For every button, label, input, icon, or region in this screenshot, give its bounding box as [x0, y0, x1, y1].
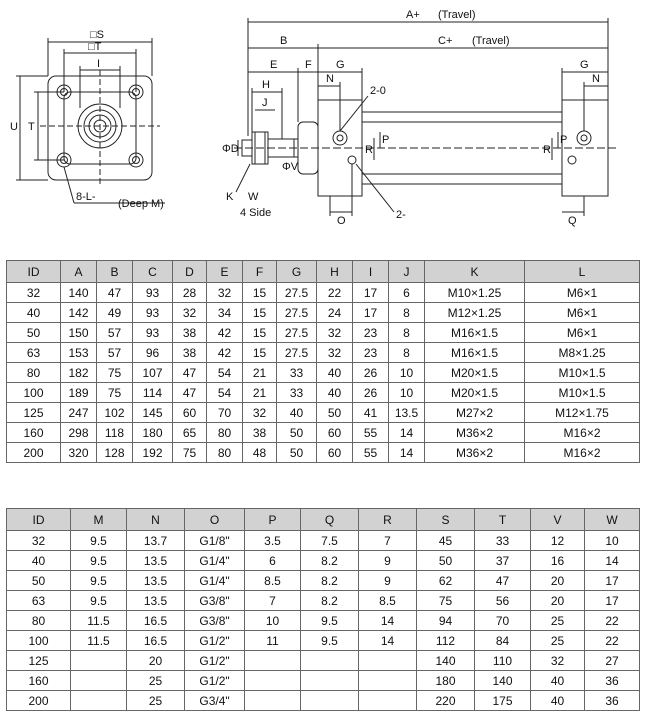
- table-cell: 49: [97, 303, 133, 323]
- table-row: [7, 283, 640, 303]
- table-cell: 142: [61, 303, 97, 323]
- column-header: E: [207, 261, 243, 283]
- dim-a: A+: [406, 9, 420, 21]
- table-cell: 38: [243, 423, 277, 443]
- table-cell: 7: [245, 591, 301, 611]
- dim-i: I: [97, 58, 101, 70]
- table-cell: 15: [243, 283, 277, 303]
- table-cell: 128: [97, 443, 133, 463]
- dim-r-right: R: [543, 144, 551, 156]
- deep-label: (Deep M): [118, 198, 164, 210]
- table-cell: [71, 651, 127, 671]
- column-header: B: [97, 261, 133, 283]
- table-cell: M12×1.25: [425, 303, 525, 323]
- table-cell: 118: [97, 423, 133, 443]
- table-cell: 160: [7, 423, 61, 443]
- table-cell: 112: [417, 631, 475, 651]
- table-cell: 36: [585, 671, 640, 691]
- table-cell: 10: [585, 531, 640, 551]
- table-cell: 11: [245, 631, 301, 651]
- table-cell: 100: [7, 383, 61, 403]
- table-cell: 22: [585, 611, 640, 631]
- table-cell: 45: [417, 531, 475, 551]
- table-cell: 8: [389, 323, 425, 343]
- table-cell: 47: [173, 383, 207, 403]
- table-cell: 23: [353, 343, 389, 363]
- dim-o: O: [337, 215, 346, 227]
- dim-phi-d: ΦD: [222, 143, 239, 155]
- column-header: F: [243, 261, 277, 283]
- column-header: C: [133, 261, 173, 283]
- side-label: 4 Side: [240, 207, 272, 219]
- table-cell: 17: [353, 303, 389, 323]
- column-header: ID: [7, 261, 61, 283]
- table-cell: M20×1.5: [425, 383, 525, 403]
- table-cell: 200: [7, 691, 71, 711]
- table-cell: 60: [173, 403, 207, 423]
- table-cell: 13.5: [127, 551, 185, 571]
- table-cell: 42: [207, 343, 243, 363]
- dim-a-travel: (Travel): [438, 9, 476, 21]
- table-cell: 9.5: [301, 611, 359, 631]
- table-cell: 32: [317, 343, 353, 363]
- table-row: [7, 631, 640, 651]
- table-cell: 93: [133, 283, 173, 303]
- table-cell: 175: [475, 691, 531, 711]
- table-cell: M36×2: [425, 443, 525, 463]
- table-cell: M20×1.5: [425, 363, 525, 383]
- column-header: L: [525, 261, 640, 283]
- table-cell: G3/4": [185, 691, 245, 711]
- table-cell: G3/8": [185, 591, 245, 611]
- table-cell: 9: [359, 571, 417, 591]
- table-cell: 20: [531, 571, 585, 591]
- table-cell: 160: [7, 671, 71, 691]
- table-cell: M6×1: [525, 303, 640, 323]
- dim-g: G: [336, 59, 345, 71]
- table-cell: 9.5: [71, 551, 127, 571]
- table-cell: 17: [585, 571, 640, 591]
- table-cell: 7: [359, 531, 417, 551]
- table-cell: 32: [207, 283, 243, 303]
- table-cell: 14: [389, 443, 425, 463]
- table-cell: 8.2: [301, 551, 359, 571]
- column-header: I: [353, 261, 389, 283]
- table-cell: G3/8": [185, 611, 245, 631]
- table-cell: 75: [97, 363, 133, 383]
- table-cell: 150: [61, 323, 97, 343]
- column-header: G: [277, 261, 317, 283]
- table-cell: G1/4": [185, 551, 245, 571]
- table-cell: 20: [127, 651, 185, 671]
- table-row: [7, 383, 640, 403]
- dim-p-right: P: [560, 134, 568, 146]
- table-cell: 16.5: [127, 631, 185, 651]
- table-cell: 62: [417, 571, 475, 591]
- table-row: [7, 591, 640, 611]
- table-cell: 9: [359, 551, 417, 571]
- table-cell: 96: [133, 343, 173, 363]
- table-cell: 40: [531, 671, 585, 691]
- column-header: R: [359, 509, 417, 531]
- table-cell: 114: [133, 383, 173, 403]
- table-cell: 40: [7, 303, 61, 323]
- dim-j: J: [262, 97, 268, 109]
- table-cell: 60: [317, 423, 353, 443]
- dim-c: C+: [438, 35, 453, 47]
- table-cell: 145: [133, 403, 173, 423]
- dim-two: 2-: [396, 209, 406, 221]
- table-cell: 55: [353, 443, 389, 463]
- table-cell: 10: [389, 383, 425, 403]
- table-cell: 13.5: [127, 591, 185, 611]
- table-header-row: [7, 261, 640, 283]
- table-cell: [71, 691, 127, 711]
- table-row: [7, 363, 640, 383]
- dim-f: F: [305, 59, 312, 71]
- table-cell: 57: [97, 343, 133, 363]
- table-cell: 57: [97, 323, 133, 343]
- table-cell: 25: [127, 671, 185, 691]
- table-row: [7, 551, 640, 571]
- table-cell: 36: [585, 691, 640, 711]
- table-cell: 8.5: [359, 591, 417, 611]
- table-row: [7, 443, 640, 463]
- dim-t-side: T: [28, 121, 35, 133]
- column-header: M: [71, 509, 127, 531]
- table-cell: [245, 691, 301, 711]
- table-row: [7, 671, 640, 691]
- table-cell: 32: [7, 531, 71, 551]
- table-cell: [245, 671, 301, 691]
- table-cell: 47: [97, 283, 133, 303]
- column-header: J: [389, 261, 425, 283]
- dim-phi-v: ΦV: [282, 161, 299, 173]
- dim-w: W: [248, 191, 259, 203]
- table-cell: 41: [353, 403, 389, 423]
- table-cell: 15: [243, 343, 277, 363]
- table-cell: 50: [417, 551, 475, 571]
- table-cell: 56: [475, 591, 531, 611]
- table-cell: 63: [7, 591, 71, 611]
- table-cell: 60: [317, 443, 353, 463]
- table-cell: 84: [475, 631, 531, 651]
- table-cell: G1/2": [185, 631, 245, 651]
- table-cell: 38: [173, 343, 207, 363]
- table-cell: 180: [417, 671, 475, 691]
- table-cell: 15: [243, 323, 277, 343]
- table-row: [7, 611, 640, 631]
- table-cell: M10×1.5: [525, 383, 640, 403]
- table-cell: 298: [61, 423, 97, 443]
- table-cell: 110: [475, 651, 531, 671]
- table-cell: 13.5: [389, 403, 425, 423]
- table-cell: 9.5: [71, 531, 127, 551]
- table-cell: 32: [317, 323, 353, 343]
- table-cell: 80: [7, 363, 61, 383]
- table-cell: M16×1.5: [425, 323, 525, 343]
- table-cell: 80: [207, 443, 243, 463]
- dim-q: Q: [568, 215, 577, 227]
- table-cell: 75: [97, 383, 133, 403]
- table-row: [7, 403, 640, 423]
- table-cell: M16×2: [525, 443, 640, 463]
- table-header-row: [7, 509, 640, 531]
- table-cell: 54: [207, 383, 243, 403]
- table-cell: [245, 651, 301, 671]
- table-cell: 8: [389, 303, 425, 323]
- table-cell: 34: [207, 303, 243, 323]
- table-cell: 80: [207, 423, 243, 443]
- table-cell: 48: [243, 443, 277, 463]
- table-cell: 192: [133, 443, 173, 463]
- table-cell: M6×1: [525, 323, 640, 343]
- table-cell: 38: [173, 323, 207, 343]
- table-cell: 93: [133, 303, 173, 323]
- table-cell: 37: [475, 551, 531, 571]
- table-cell: 40: [317, 363, 353, 383]
- table-cell: 70: [475, 611, 531, 631]
- table-cell: [301, 651, 359, 671]
- table-cell: 17: [585, 591, 640, 611]
- table-cell: 32: [7, 283, 61, 303]
- table-cell: 102: [97, 403, 133, 423]
- table-cell: M16×2: [525, 423, 640, 443]
- column-header: S: [417, 509, 475, 531]
- table-cell: 47: [475, 571, 531, 591]
- table-cell: 26: [353, 383, 389, 403]
- table-cell: 6: [389, 283, 425, 303]
- table-cell: 8: [389, 343, 425, 363]
- column-header: T: [475, 509, 531, 531]
- table-cell: 63: [7, 343, 61, 363]
- port-label: 8-L-: [76, 191, 96, 203]
- table-cell: 320: [61, 443, 97, 463]
- port-2-0: 2-0: [370, 85, 386, 97]
- dim-t-inner: □T: [88, 41, 102, 53]
- table-row: [7, 651, 640, 671]
- table-cell: 14: [389, 423, 425, 443]
- table-cell: 220: [417, 691, 475, 711]
- table-cell: 8.2: [301, 591, 359, 611]
- column-header: A: [61, 261, 97, 283]
- table-cell: 94: [417, 611, 475, 631]
- table-cell: 8.5: [245, 571, 301, 591]
- table-cell: 10: [389, 363, 425, 383]
- table-cell: 50: [7, 323, 61, 343]
- dim-u: U: [10, 121, 18, 133]
- table-cell: 28: [173, 283, 207, 303]
- table-cell: 25: [127, 691, 185, 711]
- table-cell: 153: [61, 343, 97, 363]
- dim-n: N: [326, 73, 334, 85]
- table-cell: 14: [585, 551, 640, 571]
- table-cell: M27×2: [425, 403, 525, 423]
- table-cell: 16.5: [127, 611, 185, 631]
- table-cell: 11.5: [71, 611, 127, 631]
- dim-p: P: [382, 134, 390, 146]
- table-cell: 10: [245, 611, 301, 631]
- table-cell: 40: [317, 383, 353, 403]
- table-cell: 9.5: [301, 631, 359, 651]
- table-cell: 16: [531, 551, 585, 571]
- table-cell: 33: [277, 383, 317, 403]
- table-cell: 32: [243, 403, 277, 423]
- table-cell: 12: [531, 531, 585, 551]
- dim-k: K: [226, 191, 234, 203]
- table-cell: G1/2": [185, 671, 245, 691]
- table-cell: 8.2: [301, 571, 359, 591]
- table-cell: 65: [173, 423, 207, 443]
- column-header: Q: [301, 509, 359, 531]
- dimension-table-a-l: [6, 260, 640, 463]
- table-cell: [71, 671, 127, 691]
- table-cell: 27.5: [277, 323, 317, 343]
- table-row: [7, 531, 640, 551]
- table-cell: 15: [243, 303, 277, 323]
- table-cell: G1/8": [185, 531, 245, 551]
- table-cell: 20: [531, 591, 585, 611]
- table-cell: 140: [417, 651, 475, 671]
- table-cell: 3.5: [245, 531, 301, 551]
- table-cell: 50: [317, 403, 353, 423]
- table-cell: G1/2": [185, 651, 245, 671]
- table-cell: 125: [7, 651, 71, 671]
- table-cell: [301, 671, 359, 691]
- table-cell: 100: [7, 631, 71, 651]
- table-cell: 25: [531, 631, 585, 651]
- table-cell: 13.5: [127, 571, 185, 591]
- table-cell: 24: [317, 303, 353, 323]
- table-cell: 47: [173, 363, 207, 383]
- table-cell: 189: [61, 383, 97, 403]
- table-cell: 125: [7, 403, 61, 423]
- table-cell: 9.5: [71, 571, 127, 591]
- column-header: P: [245, 509, 301, 531]
- front-view: [16, 38, 165, 203]
- dimension-table-m-w: [6, 508, 640, 711]
- table-cell: 40: [7, 551, 71, 571]
- table-cell: 80: [7, 611, 71, 631]
- table-cell: M10×1.5: [525, 363, 640, 383]
- dim-h: H: [262, 79, 270, 91]
- table-cell: M12×1.75: [525, 403, 640, 423]
- table-cell: 6: [245, 551, 301, 571]
- table-cell: 14: [359, 611, 417, 631]
- table-row: [7, 691, 640, 711]
- table-cell: 14: [359, 631, 417, 651]
- table-cell: 50: [7, 571, 71, 591]
- table-cell: 21: [243, 383, 277, 403]
- table-row: [7, 423, 640, 443]
- dim-e: E: [270, 59, 278, 71]
- table-cell: 93: [133, 323, 173, 343]
- table-cell: 27: [585, 651, 640, 671]
- dim-b: B: [280, 35, 288, 47]
- table-cell: M8×1.25: [525, 343, 640, 363]
- table-cell: 140: [475, 671, 531, 691]
- table-cell: 32: [531, 651, 585, 671]
- table-cell: 27.5: [277, 303, 317, 323]
- table-cell: G1/4": [185, 571, 245, 591]
- table-cell: 40: [531, 691, 585, 711]
- table-cell: 70: [207, 403, 243, 423]
- side-view: [234, 18, 618, 216]
- table-cell: 22: [585, 631, 640, 651]
- table-cell: M36×2: [425, 423, 525, 443]
- table-cell: 23: [353, 323, 389, 343]
- table-cell: 140: [61, 283, 97, 303]
- table-cell: 75: [173, 443, 207, 463]
- cylinder-dimension-drawing: [0, 0, 665, 232]
- dim-g-right: G: [580, 59, 589, 71]
- table-cell: [301, 691, 359, 711]
- table-cell: 26: [353, 363, 389, 383]
- table-cell: 25: [531, 611, 585, 631]
- table-cell: 32: [173, 303, 207, 323]
- table-cell: 42: [207, 323, 243, 343]
- table-cell: M16×1.5: [425, 343, 525, 363]
- table-cell: 107: [133, 363, 173, 383]
- table-cell: 247: [61, 403, 97, 423]
- column-header: D: [173, 261, 207, 283]
- table-cell: 22: [317, 283, 353, 303]
- column-header: N: [127, 509, 185, 531]
- table-row: [7, 303, 640, 323]
- table-cell: [359, 691, 417, 711]
- table-cell: 50: [277, 423, 317, 443]
- table-cell: 40: [277, 403, 317, 423]
- table-cell: 21: [243, 363, 277, 383]
- table-row: [7, 571, 640, 591]
- table-row: [7, 323, 640, 343]
- column-header: H: [317, 261, 353, 283]
- table-cell: 55: [353, 423, 389, 443]
- table-cell: [359, 651, 417, 671]
- column-header: W: [585, 509, 640, 531]
- table-cell: 33: [277, 363, 317, 383]
- table-cell: M6×1: [525, 283, 640, 303]
- dim-n-right: N: [592, 73, 600, 85]
- dim-s: □S: [90, 29, 104, 41]
- table-cell: 50: [277, 443, 317, 463]
- table-cell: 33: [475, 531, 531, 551]
- table-cell: 180: [133, 423, 173, 443]
- table-cell: 7.5: [301, 531, 359, 551]
- column-header: ID: [7, 509, 71, 531]
- table-cell: 54: [207, 363, 243, 383]
- table-cell: 27.5: [277, 283, 317, 303]
- table-cell: 17: [353, 283, 389, 303]
- dim-c-travel: (Travel): [472, 35, 510, 47]
- table-cell: M10×1.25: [425, 283, 525, 303]
- column-header: K: [425, 261, 525, 283]
- table-cell: 11.5: [71, 631, 127, 651]
- table-cell: 182: [61, 363, 97, 383]
- table-cell: 27.5: [277, 343, 317, 363]
- table-cell: [359, 671, 417, 691]
- dim-r: R: [365, 144, 373, 156]
- table-cell: 9.5: [71, 591, 127, 611]
- table-cell: 13.7: [127, 531, 185, 551]
- column-header: O: [185, 509, 245, 531]
- column-header: V: [531, 509, 585, 531]
- table-cell: 75: [417, 591, 475, 611]
- table-row: [7, 343, 640, 363]
- table-cell: 200: [7, 443, 61, 463]
